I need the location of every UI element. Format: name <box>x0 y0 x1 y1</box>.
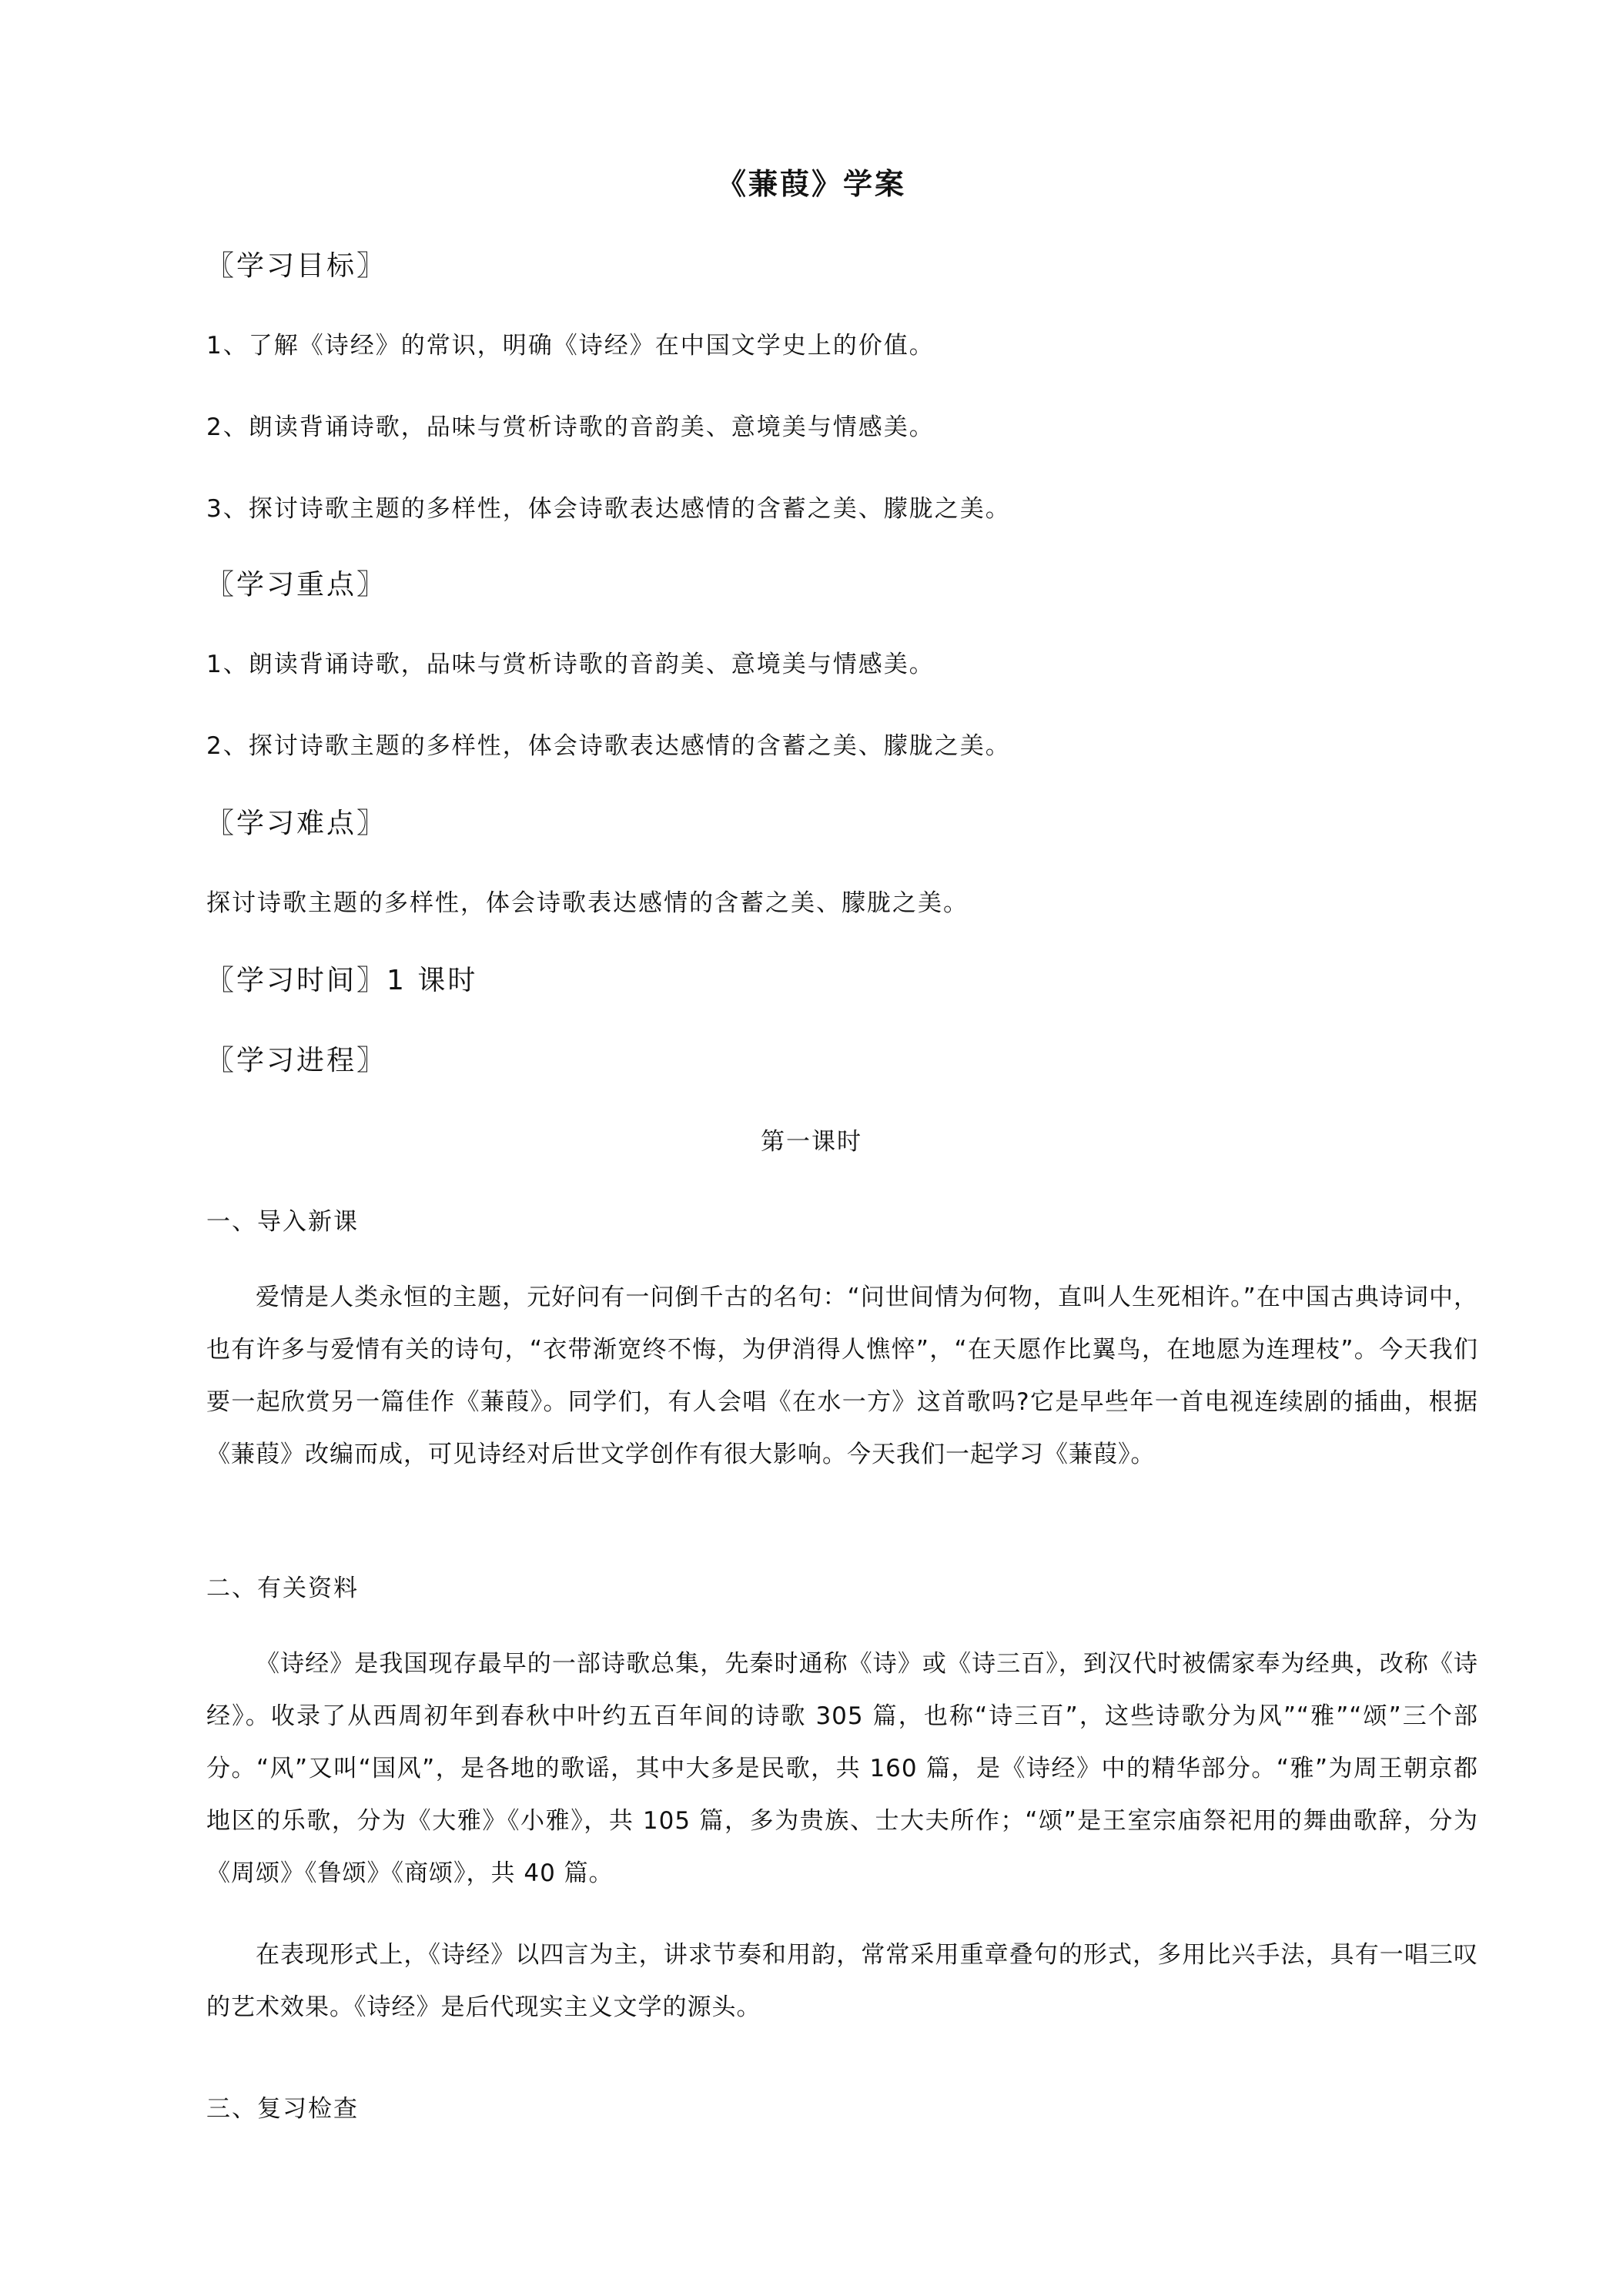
lesson-label: 第一课时 <box>761 1128 862 1156</box>
heading-learning-process: 〖学习进程〗 <box>206 1045 387 1076</box>
section-heading-background: 二、有关资料 <box>206 1575 359 1602</box>
objective-item: 2、朗读背诵诗歌，品味与赏析诗歌的音韵美、意境美与情感美。 <box>206 413 935 441</box>
background-paragraph: 《诗经》是我国现存最早的一部诗歌总集，先秦时通称《诗》或《诗三百》，到汉代时被儒家奉为经典，改称《诗经》。收录了从西周初年到春秋中叶约五百年间的诗歌 305 篇，也称“诗三百”，这些诗歌分为风”“雅”“颂”三个部分。“风”又叫“国风”，是各地的歌谣，其中大多是民歌，共 160 篇，是《诗经》中的精华部分。“雅”为周王朝京都地区的乐歌，分为《大雅》《小雅》，共 105 篇，多为贵族、士大夫所作；“颂”是王室宗庙祭祀用的舞曲歌辞，分为《周颂》《鲁颂》《商颂》，共 40 篇。 <box>206 1650 1478 1887</box>
difficult-point-text: 探讨诗歌主题的多样性，体会诗歌表达感情的含蓄之美、朦胧之美。 <box>206 889 969 917</box>
objective-item: 1、了解《诗经》的常识，明确《诗经》在中国文学史上的价值。 <box>206 332 935 360</box>
heading-learning-objectives: 〖学习目标〗 <box>206 250 387 282</box>
section-heading-review: 三、复习检查 <box>206 2095 359 2123</box>
background-paragraph-form: 在表现形式上，《诗经》以四言为主，讲求节奏和用韵，常常采用重章叠句的形式，多用比兴手法，具有一唱三叹的艺术效果。《诗经》是后代现实主义文学的源头。 <box>206 1941 1478 2021</box>
heading-learning-time: 〖学习时间〗1 课时 <box>206 965 478 996</box>
document-title: 《蒹葭》学案 <box>716 167 906 201</box>
key-point-item: 1、朗读背诵诗歌，品味与赏析诗歌的音韵美、意境美与情感美。 <box>206 651 935 678</box>
section-heading-introduction: 一、导入新课 <box>206 1208 359 1236</box>
introduction-paragraph: 爱情是人类永恒的主题，元好问有一问倒千古的名句：“问世间情为何物，直叫人生死相许。”在中国古典诗词中，也有许多与爱情有关的诗句，“衣带渐宽终不悔，为伊消得人憔悴”，“在天愿作比翼鸟，在地愿为连理枝”。今天我们要一起欣赏另一篇佳作《蒹葭》。同学们，有人会唱《在水一方》这首歌吗?它是早些年一首电视连续剧的插曲，根据《蒹葭》改编而成，可见诗经对后世文学创作有很大影响。今天我们一起学习《蒹葭》。 <box>206 1284 1478 1468</box>
heading-difficult-points: 〖学习难点〗 <box>206 808 387 839</box>
key-point-item: 2、探讨诗歌主题的多样性，体会诗歌表达感情的含蓄之美、朦胧之美。 <box>206 732 1011 760</box>
heading-key-points: 〖学习重点〗 <box>206 569 387 601</box>
objective-item: 3、探讨诗歌主题的多样性，体会诗歌表达感情的含蓄之美、朦胧之美。 <box>206 495 1011 523</box>
